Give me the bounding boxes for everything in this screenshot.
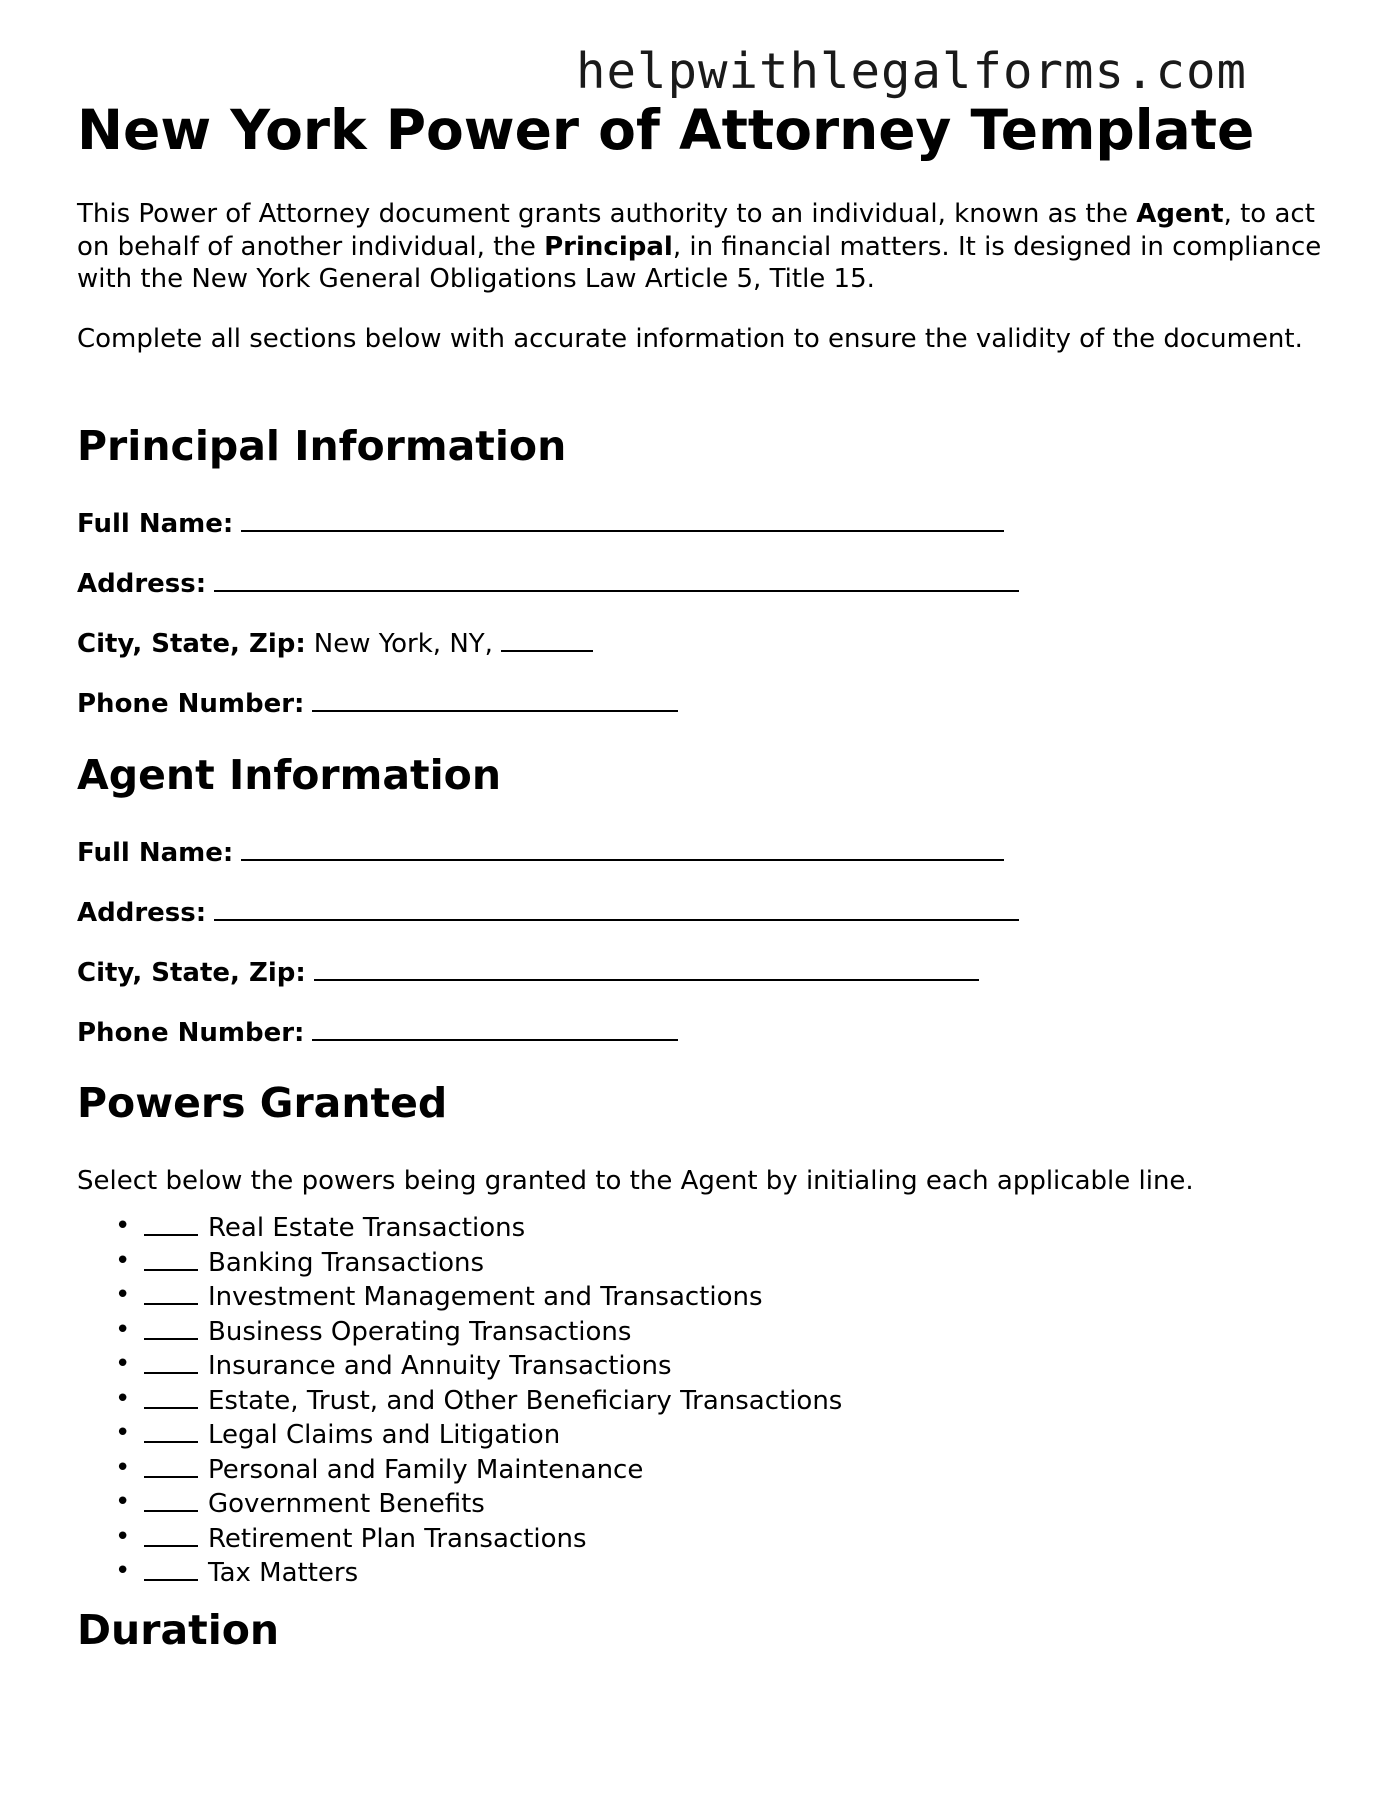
power-item-label: Retirement Plan Transactions	[208, 1523, 587, 1554]
agent-city-field	[77, 955, 979, 990]
power-item	[77, 1417, 842, 1452]
power-item-label: Estate, Trust, and Other Beneficiary Transactions	[208, 1385, 843, 1416]
powers-instruction: Select below the powers being granted to the Agent by initialing each applicable line.	[77, 1166, 1194, 1196]
agent-phone-field	[77, 1015, 678, 1050]
powers-list	[77, 1210, 842, 1590]
power-item-label: Banking Transactions	[208, 1247, 485, 1278]
agent-heading: Agent Information	[77, 751, 502, 799]
intro-agent-term: Agent	[1136, 199, 1224, 229]
intro-principal-term: Principal	[544, 231, 673, 262]
initial-blank[interactable]	[144, 1486, 198, 1512]
agent-city-blank[interactable]	[314, 955, 979, 981]
power-item	[77, 1279, 842, 1314]
principal-city-label: City, State, Zip:	[77, 629, 306, 659]
bullet-icon: •	[115, 1280, 131, 1310]
power-item	[77, 1555, 842, 1590]
power-item-label: Real Estate Transactions	[208, 1213, 526, 1243]
power-item	[77, 1314, 842, 1349]
intro-text-3: , in financial matters. It is designed in compliance with the New York General Obligations Law Article 5, Title 15.	[77, 231, 1322, 294]
agent-full-name-blank[interactable]	[241, 835, 1004, 861]
agent-full-name-label: Full Name:	[77, 838, 234, 868]
power-item	[77, 1383, 842, 1418]
power-item	[77, 1521, 842, 1556]
principal-phone-blank[interactable]	[312, 686, 678, 712]
agent-phone-label: Phone Number:	[77, 1018, 305, 1048]
power-item-label: Legal Claims and Litigation	[208, 1420, 561, 1450]
initial-blank[interactable]	[144, 1314, 198, 1340]
power-item	[77, 1452, 842, 1487]
agent-full-name-field	[77, 835, 1004, 870]
initial-blank[interactable]	[144, 1383, 198, 1409]
principal-address-label: Address:	[77, 569, 207, 599]
principal-city-value: New York, NY,	[313, 629, 493, 659]
principal-city-field	[77, 626, 593, 661]
initial-blank[interactable]	[144, 1348, 198, 1374]
initial-blank[interactable]	[144, 1417, 198, 1443]
intro-text-2: , to act on behalf of another individual, the	[77, 199, 1315, 262]
bullet-icon: •	[115, 1314, 131, 1345]
initial-blank[interactable]	[144, 1210, 198, 1236]
principal-phone-field	[77, 686, 678, 721]
power-item-label: Investment Management and Transactions	[208, 1282, 763, 1312]
initial-blank[interactable]	[144, 1245, 198, 1271]
bullet-icon: •	[115, 1383, 131, 1414]
agent-city-label: City, State, Zip:	[77, 958, 306, 988]
agent-phone-blank[interactable]	[312, 1015, 678, 1041]
powers-heading: Powers Granted	[77, 1079, 448, 1127]
power-item-label: Business Operating Transactions	[208, 1316, 632, 1347]
agent-address-field	[77, 895, 1019, 930]
power-item	[77, 1245, 842, 1280]
bullet-icon: •	[115, 1349, 131, 1379]
principal-heading: Principal Information	[77, 422, 567, 470]
initial-blank[interactable]	[144, 1555, 198, 1581]
initial-blank[interactable]	[144, 1279, 198, 1305]
principal-address-blank[interactable]	[214, 566, 1019, 592]
intro-paragraph	[77, 198, 1327, 296]
power-item-label: Tax Matters	[208, 1558, 359, 1588]
principal-full-name-label: Full Name:	[77, 509, 234, 539]
bullet-icon: •	[115, 1211, 131, 1241]
principal-zip-blank[interactable]	[501, 626, 593, 652]
site-watermark: helpwithlegalforms.com	[576, 43, 1248, 100]
power-item-label: Insurance and Annuity Transactions	[208, 1351, 672, 1381]
bullet-icon: •	[115, 1556, 131, 1586]
principal-full-name-field	[77, 506, 1004, 541]
instructions-paragraph: Complete all sections below with accurate information to ensure the validity of the document.	[77, 324, 1303, 354]
power-item	[77, 1486, 842, 1521]
power-item	[77, 1348, 842, 1383]
page-title: New York Power of Attorney Template	[77, 98, 1255, 162]
power-item-label: Personal and Family Maintenance	[208, 1454, 644, 1485]
bullet-icon: •	[115, 1452, 131, 1483]
bullet-icon: •	[115, 1418, 131, 1448]
principal-full-name-blank[interactable]	[241, 506, 1004, 532]
duration-heading: Duration	[77, 1606, 280, 1654]
bullet-icon: •	[115, 1521, 131, 1552]
initial-blank[interactable]	[144, 1521, 198, 1547]
power-item-label: Government Benefits	[208, 1489, 485, 1519]
agent-address-blank[interactable]	[214, 895, 1019, 921]
agent-address-label: Address:	[77, 898, 207, 928]
intro-text-1: This Power of Attorney document grants authority to an individual, known as the	[77, 199, 1137, 229]
principal-address-field	[77, 566, 1019, 601]
bullet-icon: •	[115, 1245, 131, 1276]
initial-blank[interactable]	[144, 1452, 198, 1478]
bullet-icon: •	[115, 1487, 131, 1517]
principal-phone-label: Phone Number:	[77, 689, 305, 719]
power-item	[77, 1210, 842, 1245]
